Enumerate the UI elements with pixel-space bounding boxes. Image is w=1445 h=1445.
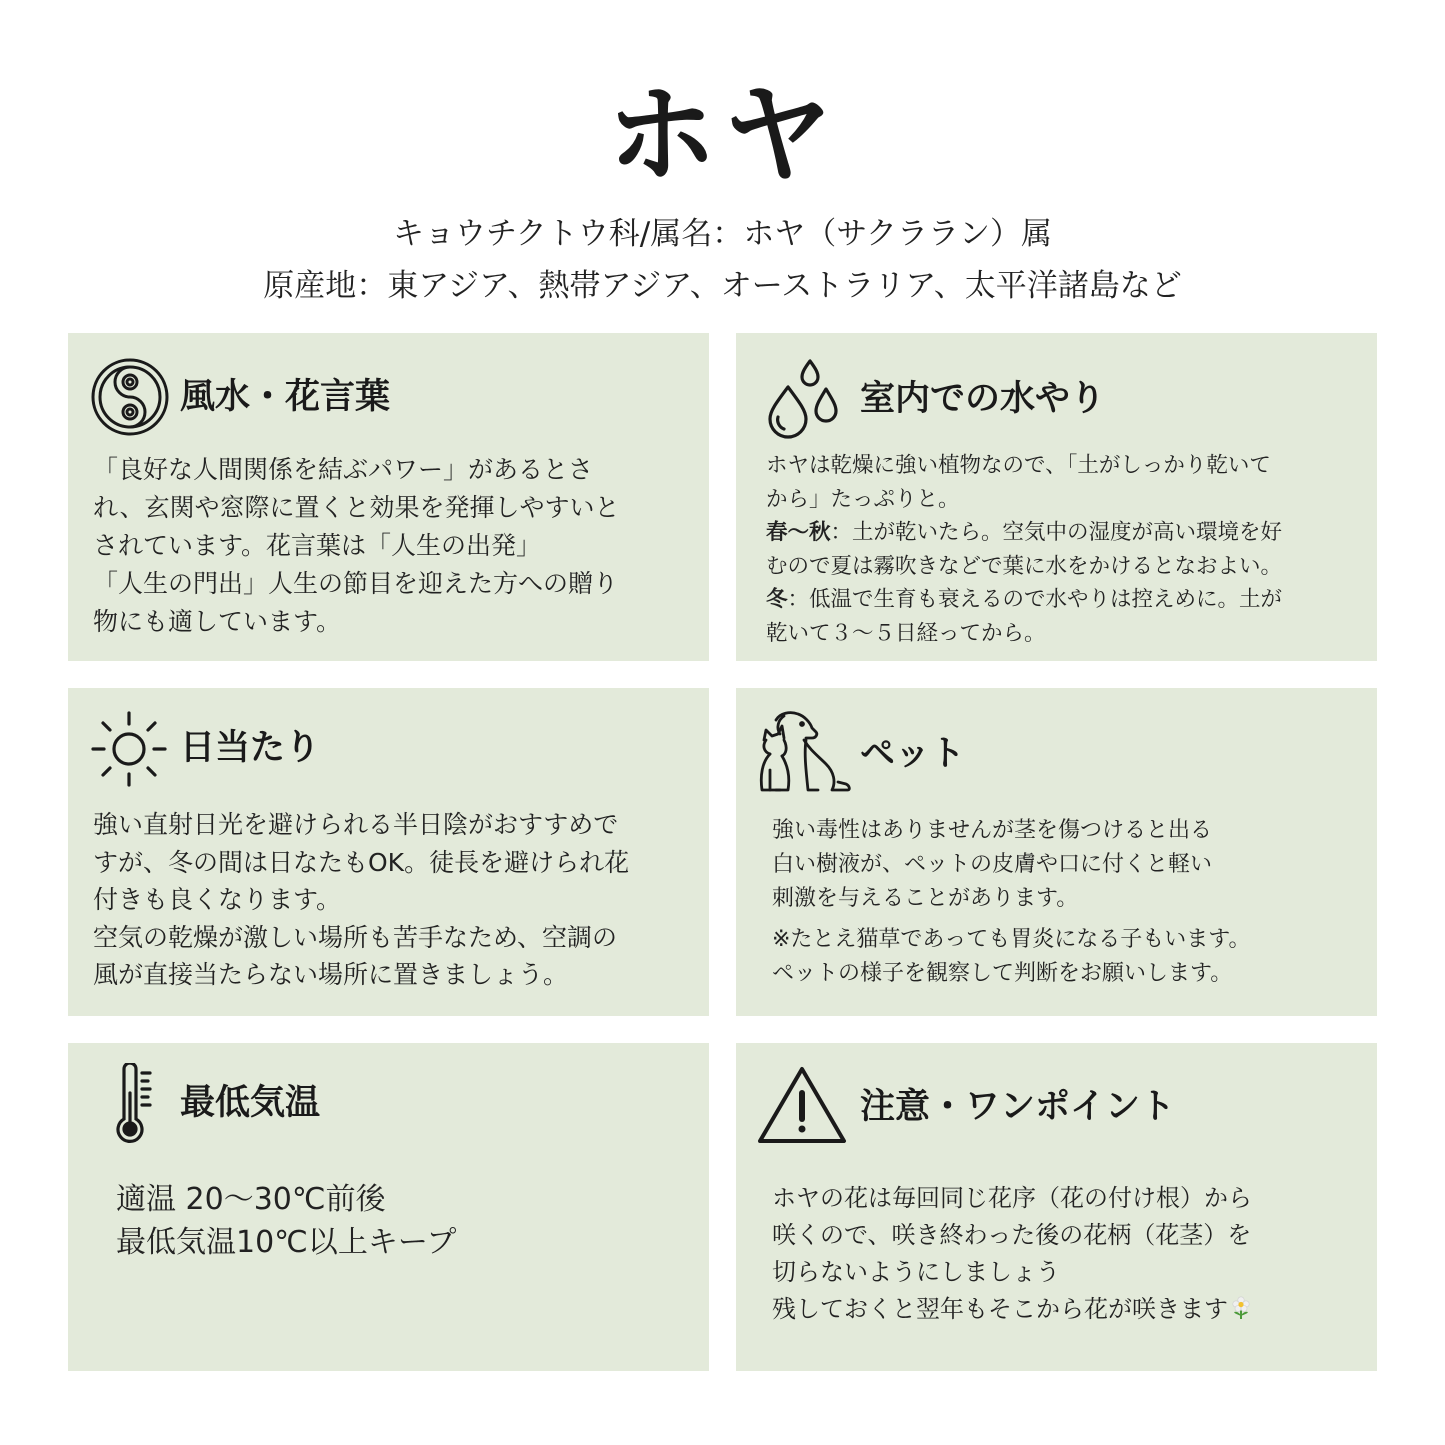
- flower-icon: [1230, 1294, 1252, 1331]
- pet-panel: [736, 688, 1377, 1016]
- sunlight-title: 日当たり: [180, 728, 321, 768]
- watering-text: ホヤは乾燥に強い植物なので、「土がしっかり乾いて から」たっぷりと。 春〜秋：土が乾いたら。空気中の湿度が高い環境を好 むので夏は霧吹きなどで葉に水をかけるとなおよい。 冬：低温で生育も衰えるので水やりは控えめに。土が 乾いて３〜５日経ってから。: [766, 453, 1283, 646]
- watering-panel: [736, 333, 1377, 661]
- caution-title: 注意・ワンポイント: [860, 1087, 1176, 1127]
- fengshui-text: 「良好な人間関係を結ぶパワー」があるとさ れ、玄関や窓際に置くと効果を発揮しやすいと されています。花言葉は「人生の出発」 「人生の門出」人生の節目を迎えた方への贈り 物にも適しています。: [93, 455, 620, 636]
- page-title: ホヤ: [606, 71, 839, 199]
- yin-yang-icon: [90, 357, 170, 437]
- origin-line: 原産地：東アジア、熱帯アジア、オーストラリア、太平洋諸島など: [263, 268, 1182, 304]
- fengshui-panel: [68, 333, 709, 661]
- family-line: キョウチクトウ科/属名：ホヤ（サクララン）属: [393, 216, 1052, 252]
- sunlight-text: 強い直射日光を避けられる半日陰がおすすめで すが、冬の間は日なたもOK。徒長を避けられ花 付きも良くなります。 空気の乾燥が激しい場所も苦手なため、空調の 風が直接当たらない場所に置きましょう。: [93, 810, 630, 989]
- caution-panel: [736, 1043, 1377, 1371]
- winter-label: 冬: [766, 587, 788, 612]
- dog-cat-icon: [756, 710, 854, 796]
- water-drops-icon: [764, 359, 844, 439]
- temperature-panel: [68, 1043, 709, 1371]
- caution-text: ホヤの花は毎回同じ花序（花の付け根）から 咲くので、咲き終わった後の花柄（花茎）を 切らないようにしましょう 残しておくと翌年もそこから花が咲きます: [772, 1180, 1362, 1331]
- spring-autumn-label: 春〜秋: [766, 520, 831, 545]
- warning-icon: [756, 1065, 848, 1145]
- pet-title: ペット: [860, 734, 966, 774]
- temperature-text: 適温 20〜30℃前後 最低気温10℃以上キープ: [116, 1182, 457, 1260]
- watering-title: 室内での水やり: [860, 379, 1106, 419]
- sunlight-panel: [68, 688, 709, 1016]
- pet-text: 強い毒性はありませんが茎を傷つけると出る 白い樹液が、ペットの皮膚や口に付くと軽い 刺激を与えることがあります。 ※たとえ猫草であっても胃炎になる子もいます。 ペットの様子を観察して判断をお願いします。: [772, 818, 1251, 986]
- fengshui-title: 風水・花言葉: [180, 377, 391, 417]
- temperature-title: 最低気温: [180, 1083, 321, 1123]
- thermometer-icon: [114, 1063, 158, 1145]
- sun-icon: [90, 710, 168, 788]
